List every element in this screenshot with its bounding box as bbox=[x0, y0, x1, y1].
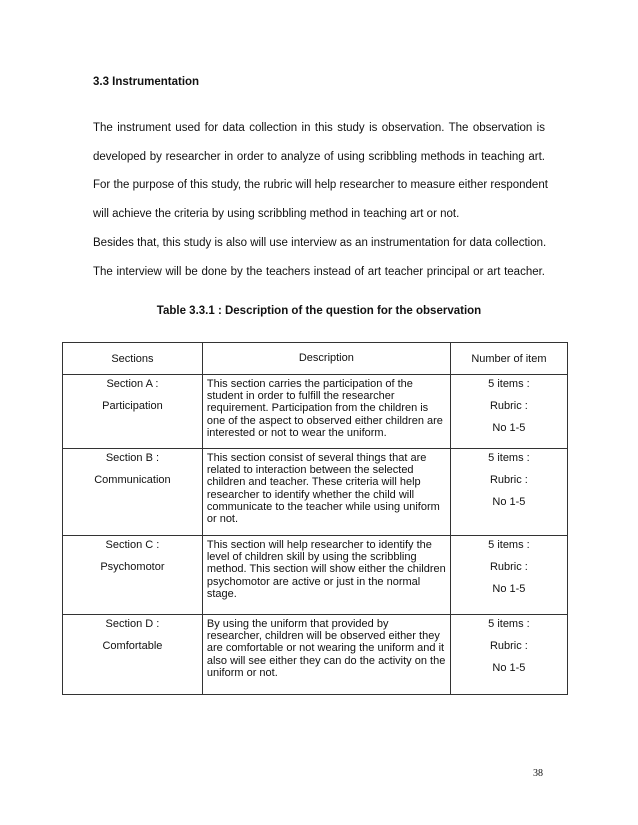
table-row bbox=[63, 375, 568, 449]
section-label: Section C : bbox=[105, 539, 160, 551]
items-cell bbox=[450, 375, 567, 449]
table-header-row bbox=[63, 343, 568, 375]
paragraph-line: The interview will be done by the teachers instead of art teacher principal or art teacher. bbox=[93, 265, 545, 278]
items-cell bbox=[450, 449, 567, 536]
table-row bbox=[63, 449, 568, 536]
section-heading: 3.3 Instrumentation bbox=[93, 76, 200, 88]
page-number: 38 bbox=[533, 768, 543, 779]
paragraph-line: The instrument used for data collection in this study is observation. The observation is bbox=[93, 122, 545, 134]
section-label: Section D : bbox=[105, 618, 160, 630]
items-cell bbox=[450, 536, 567, 615]
table-row bbox=[63, 615, 568, 695]
rubric-label: Rubric : bbox=[489, 640, 528, 652]
section-name: Communication bbox=[94, 474, 171, 486]
rubric-range: No 1-5 bbox=[492, 662, 526, 674]
header-description: Description bbox=[202, 343, 450, 375]
section-cell bbox=[63, 375, 203, 449]
header-number-of-item: Number of item bbox=[450, 343, 567, 375]
rubric-label: Rubric : bbox=[489, 474, 528, 486]
paragraph-line: will achieve the criteria by using scribbling method in teaching art or not. bbox=[93, 208, 460, 221]
items-count: 5 items : bbox=[488, 378, 530, 390]
section-label: Section A : bbox=[106, 378, 159, 390]
description-cell: This section consist of several things that are related to interaction between the selected children and teacher. These criteria will help researcher to identify whether the child will communicate to the teacher while using uniform or not. bbox=[202, 449, 450, 536]
description-cell: By using the uniform that provided by researcher, children will be observed either they are comfortable or not wearing the uniform and it also will see either they can do the activity on the uniform or not. bbox=[202, 615, 450, 695]
section-label: Section B : bbox=[105, 452, 160, 464]
table-row bbox=[63, 536, 568, 615]
paragraph-instrument bbox=[93, 114, 548, 229]
section-name: Comfortable bbox=[102, 640, 163, 652]
header-sections: Sections bbox=[63, 343, 203, 375]
section-cell bbox=[63, 449, 203, 536]
items-cell bbox=[450, 615, 567, 695]
paragraph-interview bbox=[93, 229, 545, 286]
description-cell: This section will help researcher to identify the level of children skill by using the scribbling method. This section will show either the children psychomotor are active or just in the normal stage. bbox=[202, 536, 450, 615]
section-cell bbox=[63, 536, 203, 615]
items-count: 5 items : bbox=[488, 618, 530, 630]
paragraph-line: Besides that, this study is also will use interview as an instrumentation for data collection. bbox=[93, 237, 547, 249]
section-cell bbox=[63, 615, 203, 695]
section-name: Participation bbox=[102, 400, 163, 412]
rubric-range: No 1-5 bbox=[492, 583, 526, 595]
paragraph-line: developed by researcher in order to analyze of using scribbling methods in teaching art. bbox=[93, 150, 545, 163]
description-cell: This section carries the participation of the student in order to fulfill the researcher requirement. Participation from the children is one of the aspect to observed either children are interested or not to wear the uniform. bbox=[202, 375, 450, 449]
paragraph-line: For the purpose of this study, the rubric will help researcher to measure either respondent bbox=[93, 179, 548, 192]
items-count: 5 items : bbox=[488, 452, 530, 464]
rubric-label: Rubric : bbox=[489, 400, 528, 412]
section-name: Psychomotor bbox=[100, 561, 165, 573]
table-caption: Table 3.3.1 : Description of the question for the observation bbox=[156, 305, 482, 317]
rubric-range: No 1-5 bbox=[492, 496, 526, 508]
items-count: 5 items : bbox=[488, 539, 530, 551]
observation-table bbox=[62, 342, 568, 695]
rubric-label: Rubric : bbox=[489, 561, 528, 573]
rubric-range: No 1-5 bbox=[492, 422, 526, 434]
